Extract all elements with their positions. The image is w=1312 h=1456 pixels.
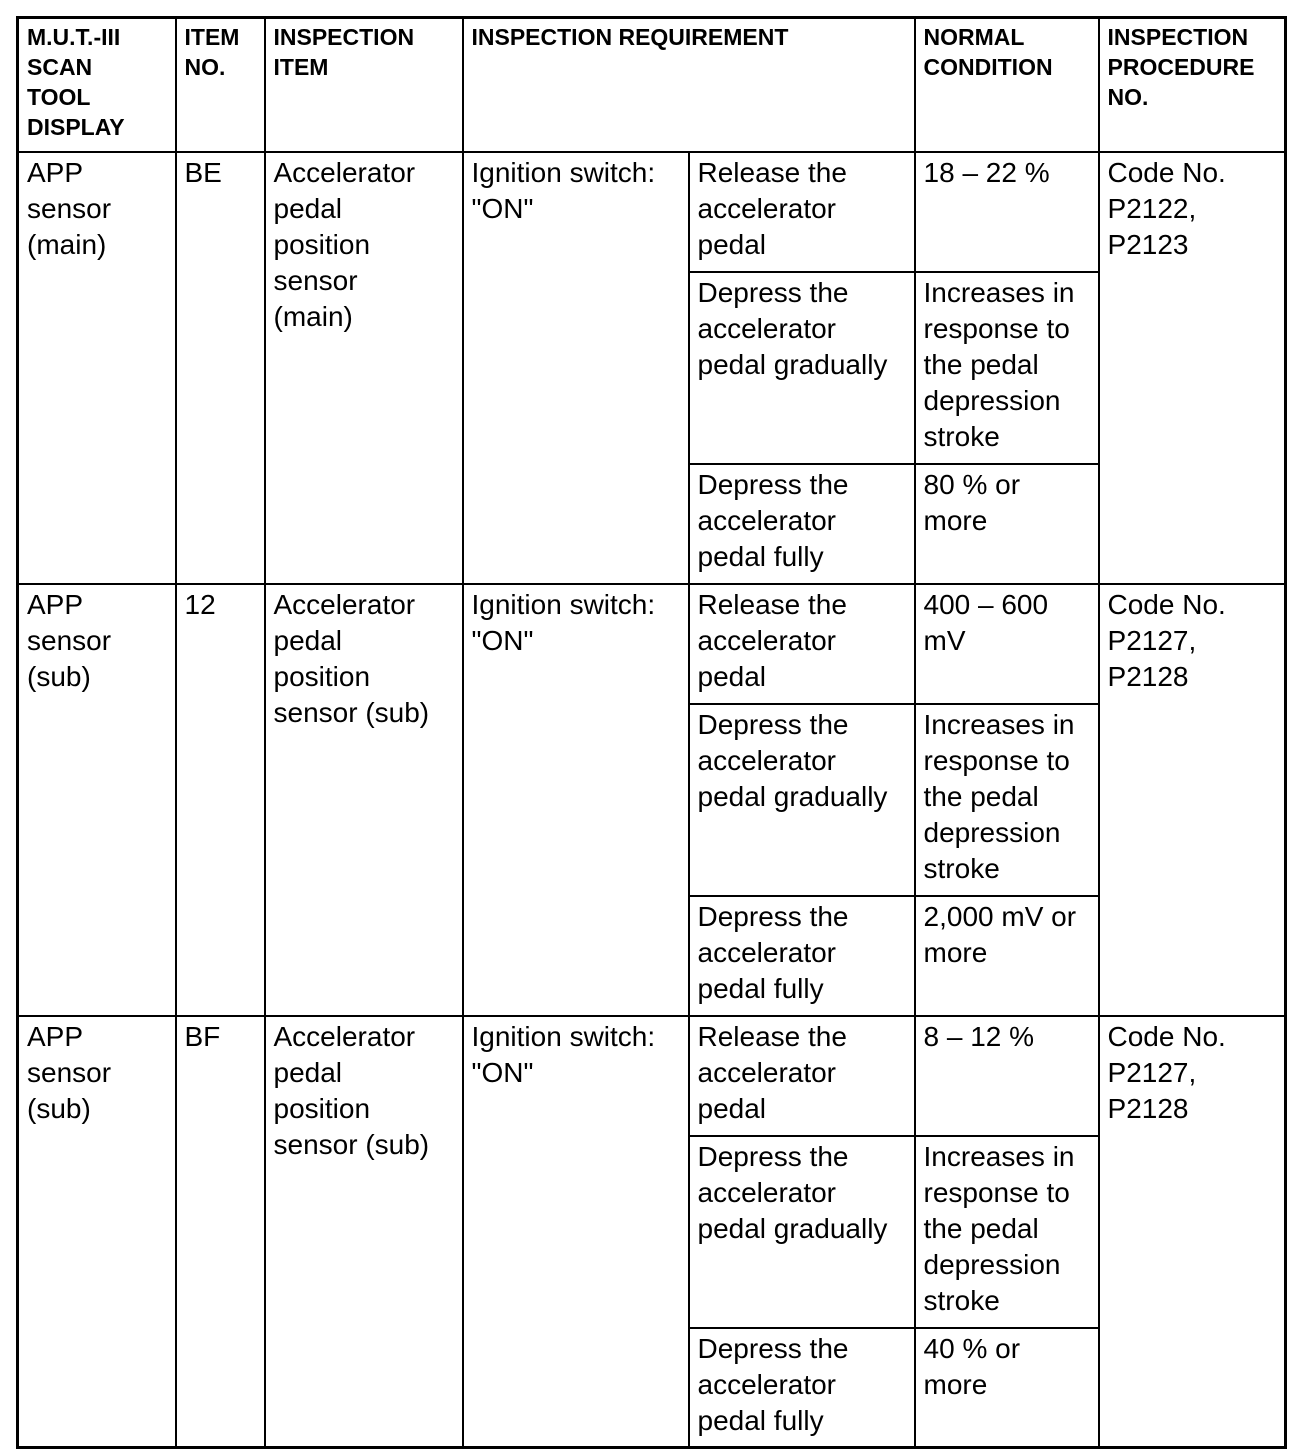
normal-condition-cell: Increases in response to the pedal depression stroke xyxy=(915,704,1099,896)
scan-tool-display-cell: APP sensor (main) xyxy=(18,152,176,584)
header-normal-condition: NORMAL CONDITION xyxy=(915,18,1099,152)
table-row xyxy=(18,1016,1286,1136)
normal-condition-cell: 40 % or more xyxy=(915,1328,1099,1448)
item-no-cell: BE xyxy=(176,152,265,584)
condition-action-cell: Depress the accelerator pedal fully xyxy=(689,896,915,1016)
header-item-no: ITEM NO. xyxy=(176,18,265,152)
header-inspection-procedure-no: INSPECTION PROCEDURE NO. xyxy=(1099,18,1286,152)
normal-condition-cell: 2,000 mV or more xyxy=(915,896,1099,1016)
header-inspection-item: INSPECTION ITEM xyxy=(265,18,463,152)
requirement-cell: Ignition switch: "ON" xyxy=(463,1016,689,1448)
normal-condition-cell: Increases in response to the pedal depression stroke xyxy=(915,272,1099,464)
normal-condition-cell: 400 – 600 mV xyxy=(915,584,1099,704)
inspection-item-cell: Accelerator pedal position sensor (main) xyxy=(265,152,463,584)
condition-action-cell: Depress the accelerator pedal fully xyxy=(689,1328,915,1448)
header-inspection-requirement: INSPECTION REQUIREMENT xyxy=(463,18,915,152)
procedure-no-cell: Code No. P2127, P2128 xyxy=(1099,584,1286,1016)
condition-action-cell: Release the accelerator pedal xyxy=(689,584,915,704)
normal-condition-cell: Increases in response to the pedal depression stroke xyxy=(915,1136,1099,1328)
condition-action-cell: Release the accelerator pedal xyxy=(689,152,915,272)
normal-condition-cell: 8 – 12 % xyxy=(915,1016,1099,1136)
scan-tool-display-cell: APP sensor (sub) xyxy=(18,584,176,1016)
condition-action-cell: Depress the accelerator pedal gradually xyxy=(689,272,915,464)
procedure-no-cell: Code No. P2122, P2123 xyxy=(1099,152,1286,584)
header-row xyxy=(18,18,1286,152)
scan-tool-display-cell: APP sensor (sub) xyxy=(18,1016,176,1448)
requirement-cell: Ignition switch: "ON" xyxy=(463,584,689,1016)
item-no-cell: 12 xyxy=(176,584,265,1016)
condition-action-cell: Depress the accelerator pedal gradually xyxy=(689,704,915,896)
normal-condition-cell: 80 % or more xyxy=(915,464,1099,584)
inspection-item-cell: Accelerator pedal position sensor (sub) xyxy=(265,584,463,1016)
table-row xyxy=(18,152,1286,272)
table-row xyxy=(18,584,1286,704)
condition-action-cell: Release the accelerator pedal xyxy=(689,1016,915,1136)
condition-action-cell: Depress the accelerator pedal gradually xyxy=(689,1136,915,1328)
inspection-item-cell: Accelerator pedal position sensor (sub) xyxy=(265,1016,463,1448)
procedure-no-cell: Code No. P2127, P2128 xyxy=(1099,1016,1286,1448)
requirement-cell: Ignition switch: "ON" xyxy=(463,152,689,584)
item-no-cell: BF xyxy=(176,1016,265,1448)
inspection-table xyxy=(16,16,1287,1449)
header-scan-tool-display: M.U.T.-III SCAN TOOL DISPLAY xyxy=(18,18,176,152)
normal-condition-cell: 18 – 22 % xyxy=(915,152,1099,272)
condition-action-cell: Depress the accelerator pedal fully xyxy=(689,464,915,584)
